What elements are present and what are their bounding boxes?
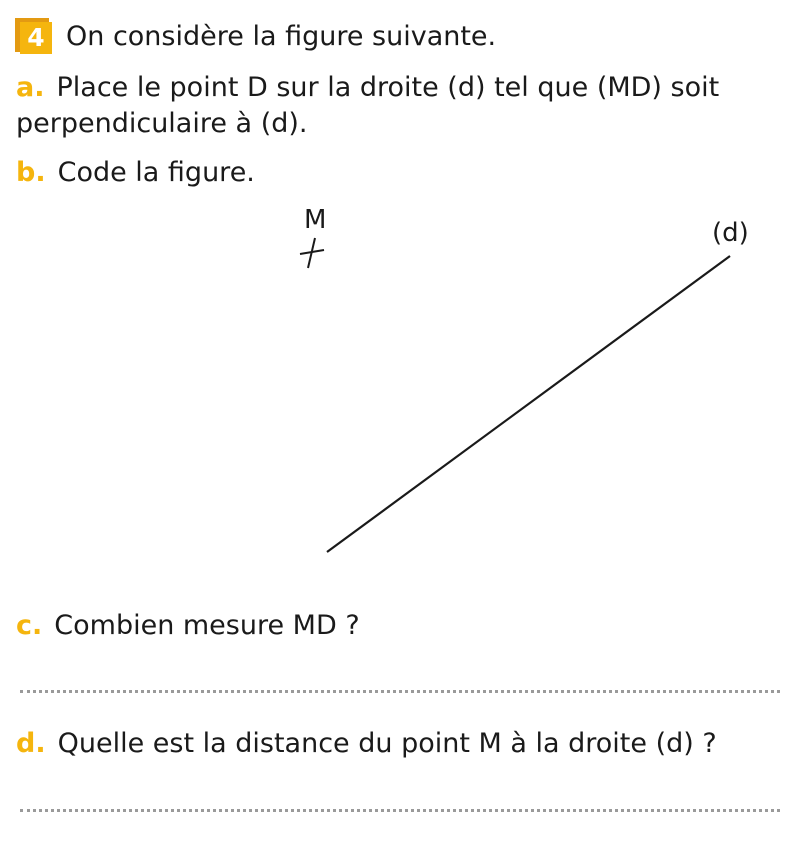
question-a-letter: a. <box>16 72 45 103</box>
line-d-label: (d) <box>712 218 749 248</box>
answer-line-d[interactable] <box>20 809 780 812</box>
point-m-cross[interactable] <box>300 238 324 268</box>
answer-line-c[interactable] <box>20 690 780 693</box>
exercise-intro: On considère la figure suivante. <box>66 21 497 52</box>
question-d <box>16 727 717 761</box>
question-a-text-line1: Place le point D sur la droite (d) tel que (MD) soit <box>56 72 720 103</box>
question-c <box>16 609 360 643</box>
point-m-label: M <box>304 205 327 235</box>
exercise-number: 4 <box>20 22 52 54</box>
question-c-letter: c. <box>16 610 43 641</box>
question-d-letter: d. <box>16 728 46 759</box>
line-d[interactable] <box>327 256 730 552</box>
question-a-continued: perpendiculaire à (d). <box>16 108 308 139</box>
question-d-text: Quelle est la distance du point M à la droite (d) ? <box>57 728 717 759</box>
question-b-text: Code la figure. <box>57 157 255 188</box>
question-b-letter: b. <box>16 157 46 188</box>
question-c-text: Combien mesure MD ? <box>54 610 360 641</box>
